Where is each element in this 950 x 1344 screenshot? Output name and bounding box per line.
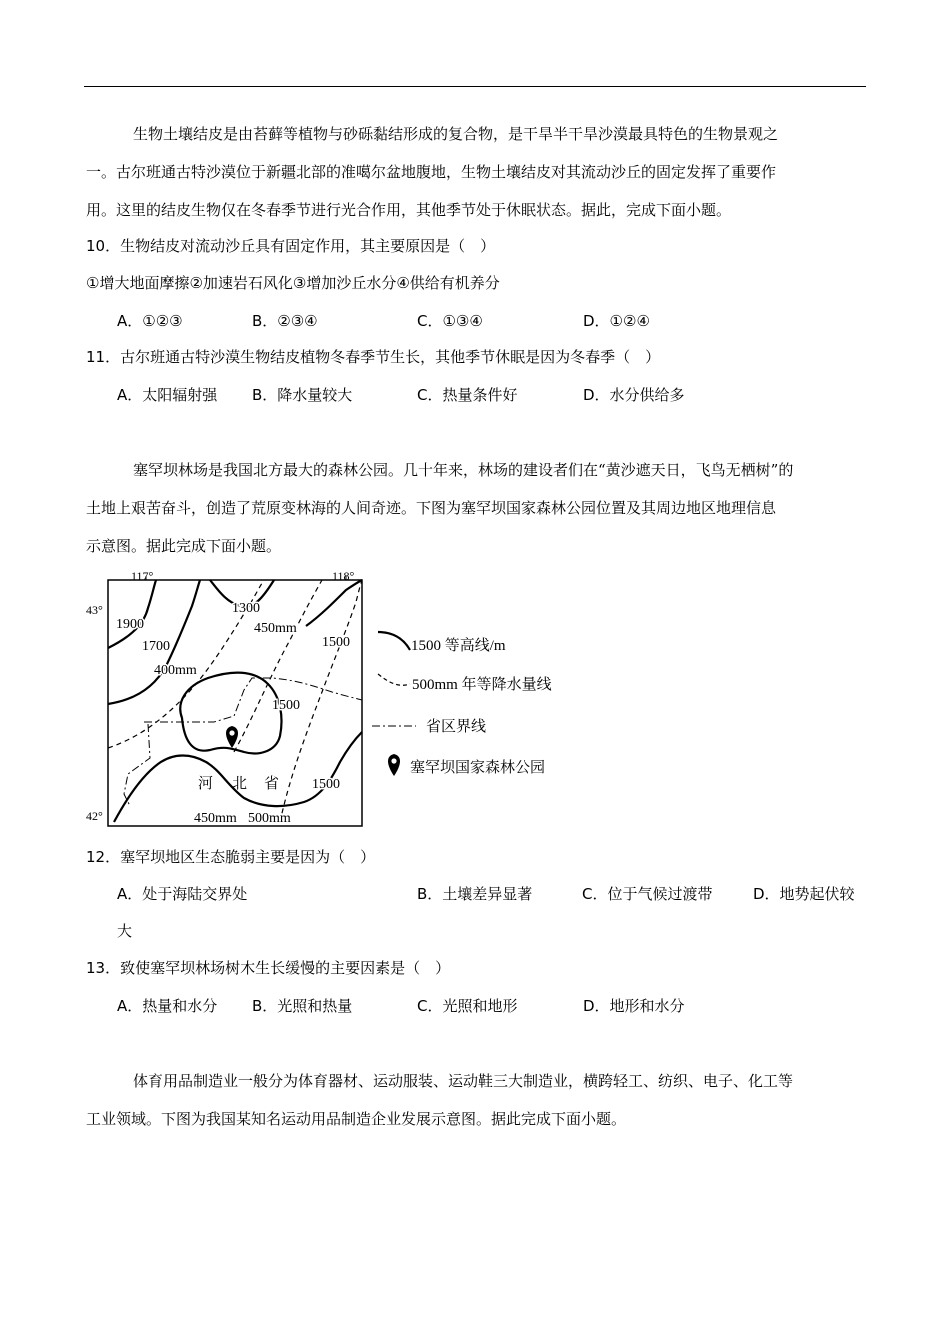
question-12-option-c[interactable]: C．位于气候过渡带 [582, 885, 713, 903]
question-11-option-c[interactable]: C．热量条件好 [417, 386, 518, 404]
contour-label-1500-center: 1500 [272, 698, 300, 713]
province-boundary-west [124, 724, 150, 806]
legend-contour-swatch [378, 632, 410, 650]
contour-1500-ne [306, 580, 362, 626]
province-boundary [144, 678, 362, 722]
lon-label-117: 117° [131, 569, 154, 583]
passage2-line3: 示意图。据此完成下面小题。 [86, 537, 282, 555]
passage1-line3: 用。这里的结皮生物仅在冬春季节进行光合作用，其他季节处于休眠状态。据此，完成下面小题。 [86, 201, 732, 219]
passage3-line2: 工业领域。下图为我国某知名运动用品制造企业发展示意图。据此完成下面小题。 [86, 1110, 627, 1128]
legend-contour-label: 1500 等高线/m [411, 638, 506, 654]
legend-park-label: 塞罕坝国家森林公园 [410, 760, 546, 776]
passage2-line2: 土地上艰苦奋斗，创造了荒原变林海的人间奇迹。下图为塞罕坝国家森林公园位置及其周边地区地理信息 [86, 499, 777, 517]
isohyet-label-450-north: 450mm [254, 621, 297, 636]
legend-boundary-label: 省区界线 [426, 719, 487, 735]
province-name-he: 河 [198, 776, 214, 792]
passage3-line1: 体育用品制造业一般分为体育器材、运动服装、运动鞋三大制造业，横跨轻工、纺织、电子、化工等 [133, 1072, 794, 1090]
question-11-stem: 11．古尔班通古特沙漠生物结皮植物冬春季节生长，其他季节休眠是因为冬春季（ ） [86, 348, 661, 366]
question-10-option-c[interactable]: C．①③④ [417, 312, 483, 330]
passage1-line2: 一。古尔班通古特沙漠位于新疆北部的准噶尔盆地腹地，生物土壤结皮对其流动沙丘的固定发挥了重要作 [86, 163, 777, 181]
contour-label-1300: 1300 [232, 601, 260, 616]
question-12-option-b[interactable]: B．土壤差异显著 [417, 885, 533, 903]
lat-label-42: 42° [86, 809, 103, 823]
isohyet-label-500: 500mm [248, 811, 291, 826]
question-11-option-b[interactable]: B．降水量较大 [252, 386, 353, 404]
question-10-option-b[interactable]: B．②③④ [252, 312, 318, 330]
question-13-option-a[interactable]: A．热量和水分 [117, 997, 218, 1015]
legend-park-icon [388, 754, 400, 776]
saihanba-map [84, 566, 604, 830]
contour-label-1500-south: 1500 [312, 777, 340, 792]
question-10-option-a[interactable]: A．①②③ [117, 312, 183, 330]
isohyet-label-450-south: 450mm [194, 811, 237, 826]
question-10-items: ①增大地面摩擦②加速岩石风化③增加沙丘水分④供给有机养分 [86, 274, 500, 292]
question-10-option-d[interactable]: D．①②④ [583, 312, 650, 330]
question-12-option-a[interactable]: A．处于海陆交界处 [117, 885, 248, 903]
question-13-option-d[interactable]: D．地形和水分 [583, 997, 685, 1015]
province-name-bei: 北 [232, 776, 248, 792]
question-12-stem: 12．塞罕坝地区生态脆弱主要是因为（ ） [86, 848, 376, 866]
question-13-option-c[interactable]: C．光照和地形 [417, 997, 518, 1015]
question-11-option-d[interactable]: D．水分供给多 [583, 386, 685, 404]
question-13-stem: 13．致使塞罕坝林场树木生长缓慢的主要因素是（ ） [86, 959, 451, 977]
lat-label-43: 43° [86, 603, 103, 617]
legend-isohyet-swatch [378, 674, 410, 685]
contour-label-1900: 1900 [116, 617, 144, 632]
province-name-sheng: 省 [264, 776, 280, 792]
passage1-line1: 生物土壤结皮是由苔藓等植物与砂砾黏结形成的复合物，是干旱半干旱沙漠最具特色的生物景观之 [133, 125, 779, 143]
question-13-option-b[interactable]: B．光照和热量 [252, 997, 353, 1015]
isohyet-label-400: 400mm [154, 663, 197, 678]
passage2-line1: 塞罕坝林场是我国北方最大的森林公园。几十年来，林场的建设者们在“黄沙遮天日，飞鸟无栖树”的 [133, 461, 794, 479]
lon-label-118: 118° [332, 569, 355, 583]
header-rule [84, 86, 866, 87]
contour-label-1500-ne: 1500 [322, 635, 350, 650]
question-11-option-a[interactable]: A．太阳辐射强 [117, 386, 218, 404]
question-12-option-d-wrap: 大 [117, 922, 133, 940]
question-10-stem: 10．生物结皮对流动沙丘具有固定作用，其主要原因是（ ） [86, 237, 496, 255]
legend-isohyet-label: 500mm 年等降水量线 [412, 677, 552, 693]
question-12-option-d[interactable]: D．地势起伏较 [753, 885, 855, 903]
park-marker [226, 726, 238, 748]
contour-label-1700: 1700 [142, 639, 170, 654]
contour-1900 [108, 580, 156, 648]
